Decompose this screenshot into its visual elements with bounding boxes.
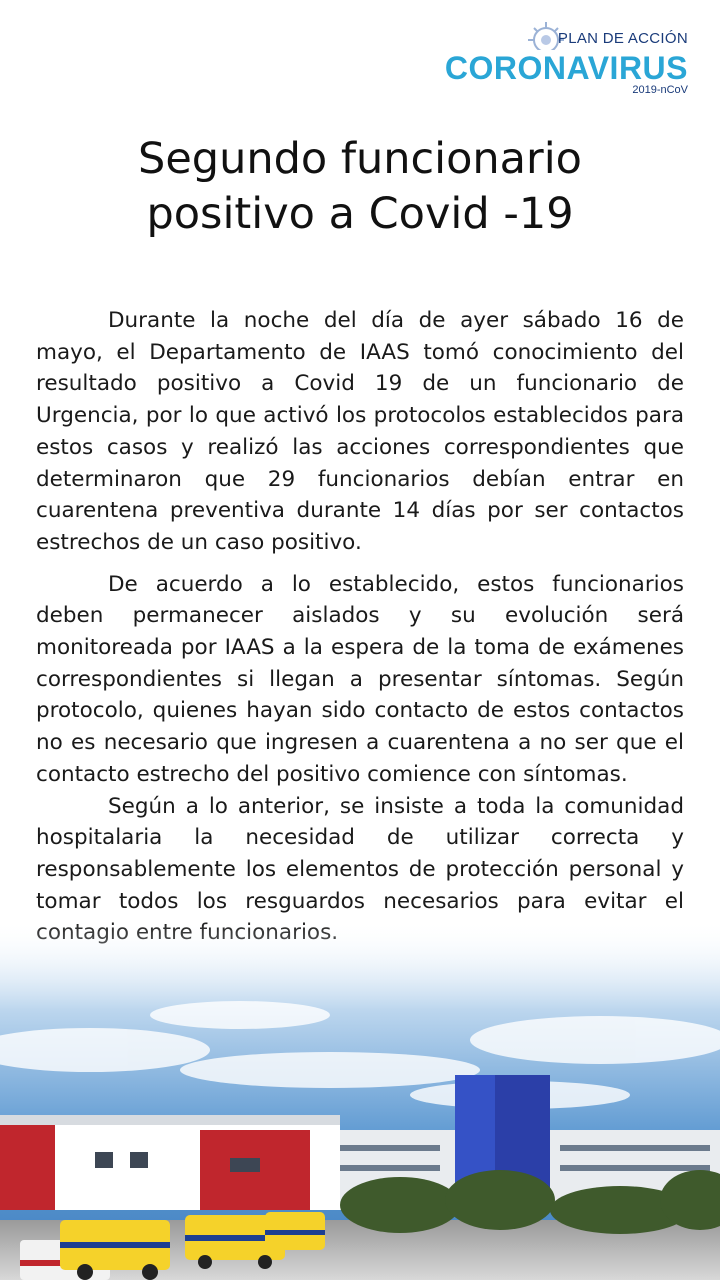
- paragraph-1: Durante la noche del día de ayer sábado 16 de mayo, el Departamento de IAAS tomó conocimiento del resultado positivo a Covid 19 de un funcionario de Urgencia, por lo que activó los protocolos establecidos para estos casos y realizó las acciones correspondientes que determinaron que 29 funcionarios debían entrar en cuarentena preventiva durante 14 días por ser contactos estrechos de un caso positivo.: [36, 308, 684, 555]
- paragraph-3: Según a lo anterior, se insiste a toda la comunidad hospitalaria la necesidad de utilizar correcta y responsablemente los elementos de protección personal y tomar todos los resguardos necesarios para evitar el: [36, 793, 684, 914]
- title-line-2: positivo a Covid -19: [146, 189, 574, 239]
- logo-main-text: CORONAVIRUS: [444, 50, 688, 86]
- article-body: [36, 305, 684, 959]
- ambulance: [265, 1212, 325, 1250]
- coronavirus-logo: [444, 20, 688, 100]
- paragraph-2: De acuerdo a lo establecido, estos funcionarios deben permanecer aislados y su evolución será monitoreada por IAAS a la espera de la toma de exámenes correspondientes si llegan a presentar síntomas. Según protocolo, quienes hayan sido contacto de estos contactos no es necesario que ingresen a cuarentena a no ser que el contacto estrecho del positivo comience con síntomas.: [36, 571, 684, 787]
- hospital-illustration: [0, 920, 720, 1280]
- logo-sub-text: 2019-nCoV: [632, 84, 688, 96]
- logo-top-text: PLAN DE ACCIÓN: [557, 30, 688, 47]
- page-title: [0, 132, 720, 242]
- title-line-1: Segundo funcionario: [138, 134, 582, 184]
